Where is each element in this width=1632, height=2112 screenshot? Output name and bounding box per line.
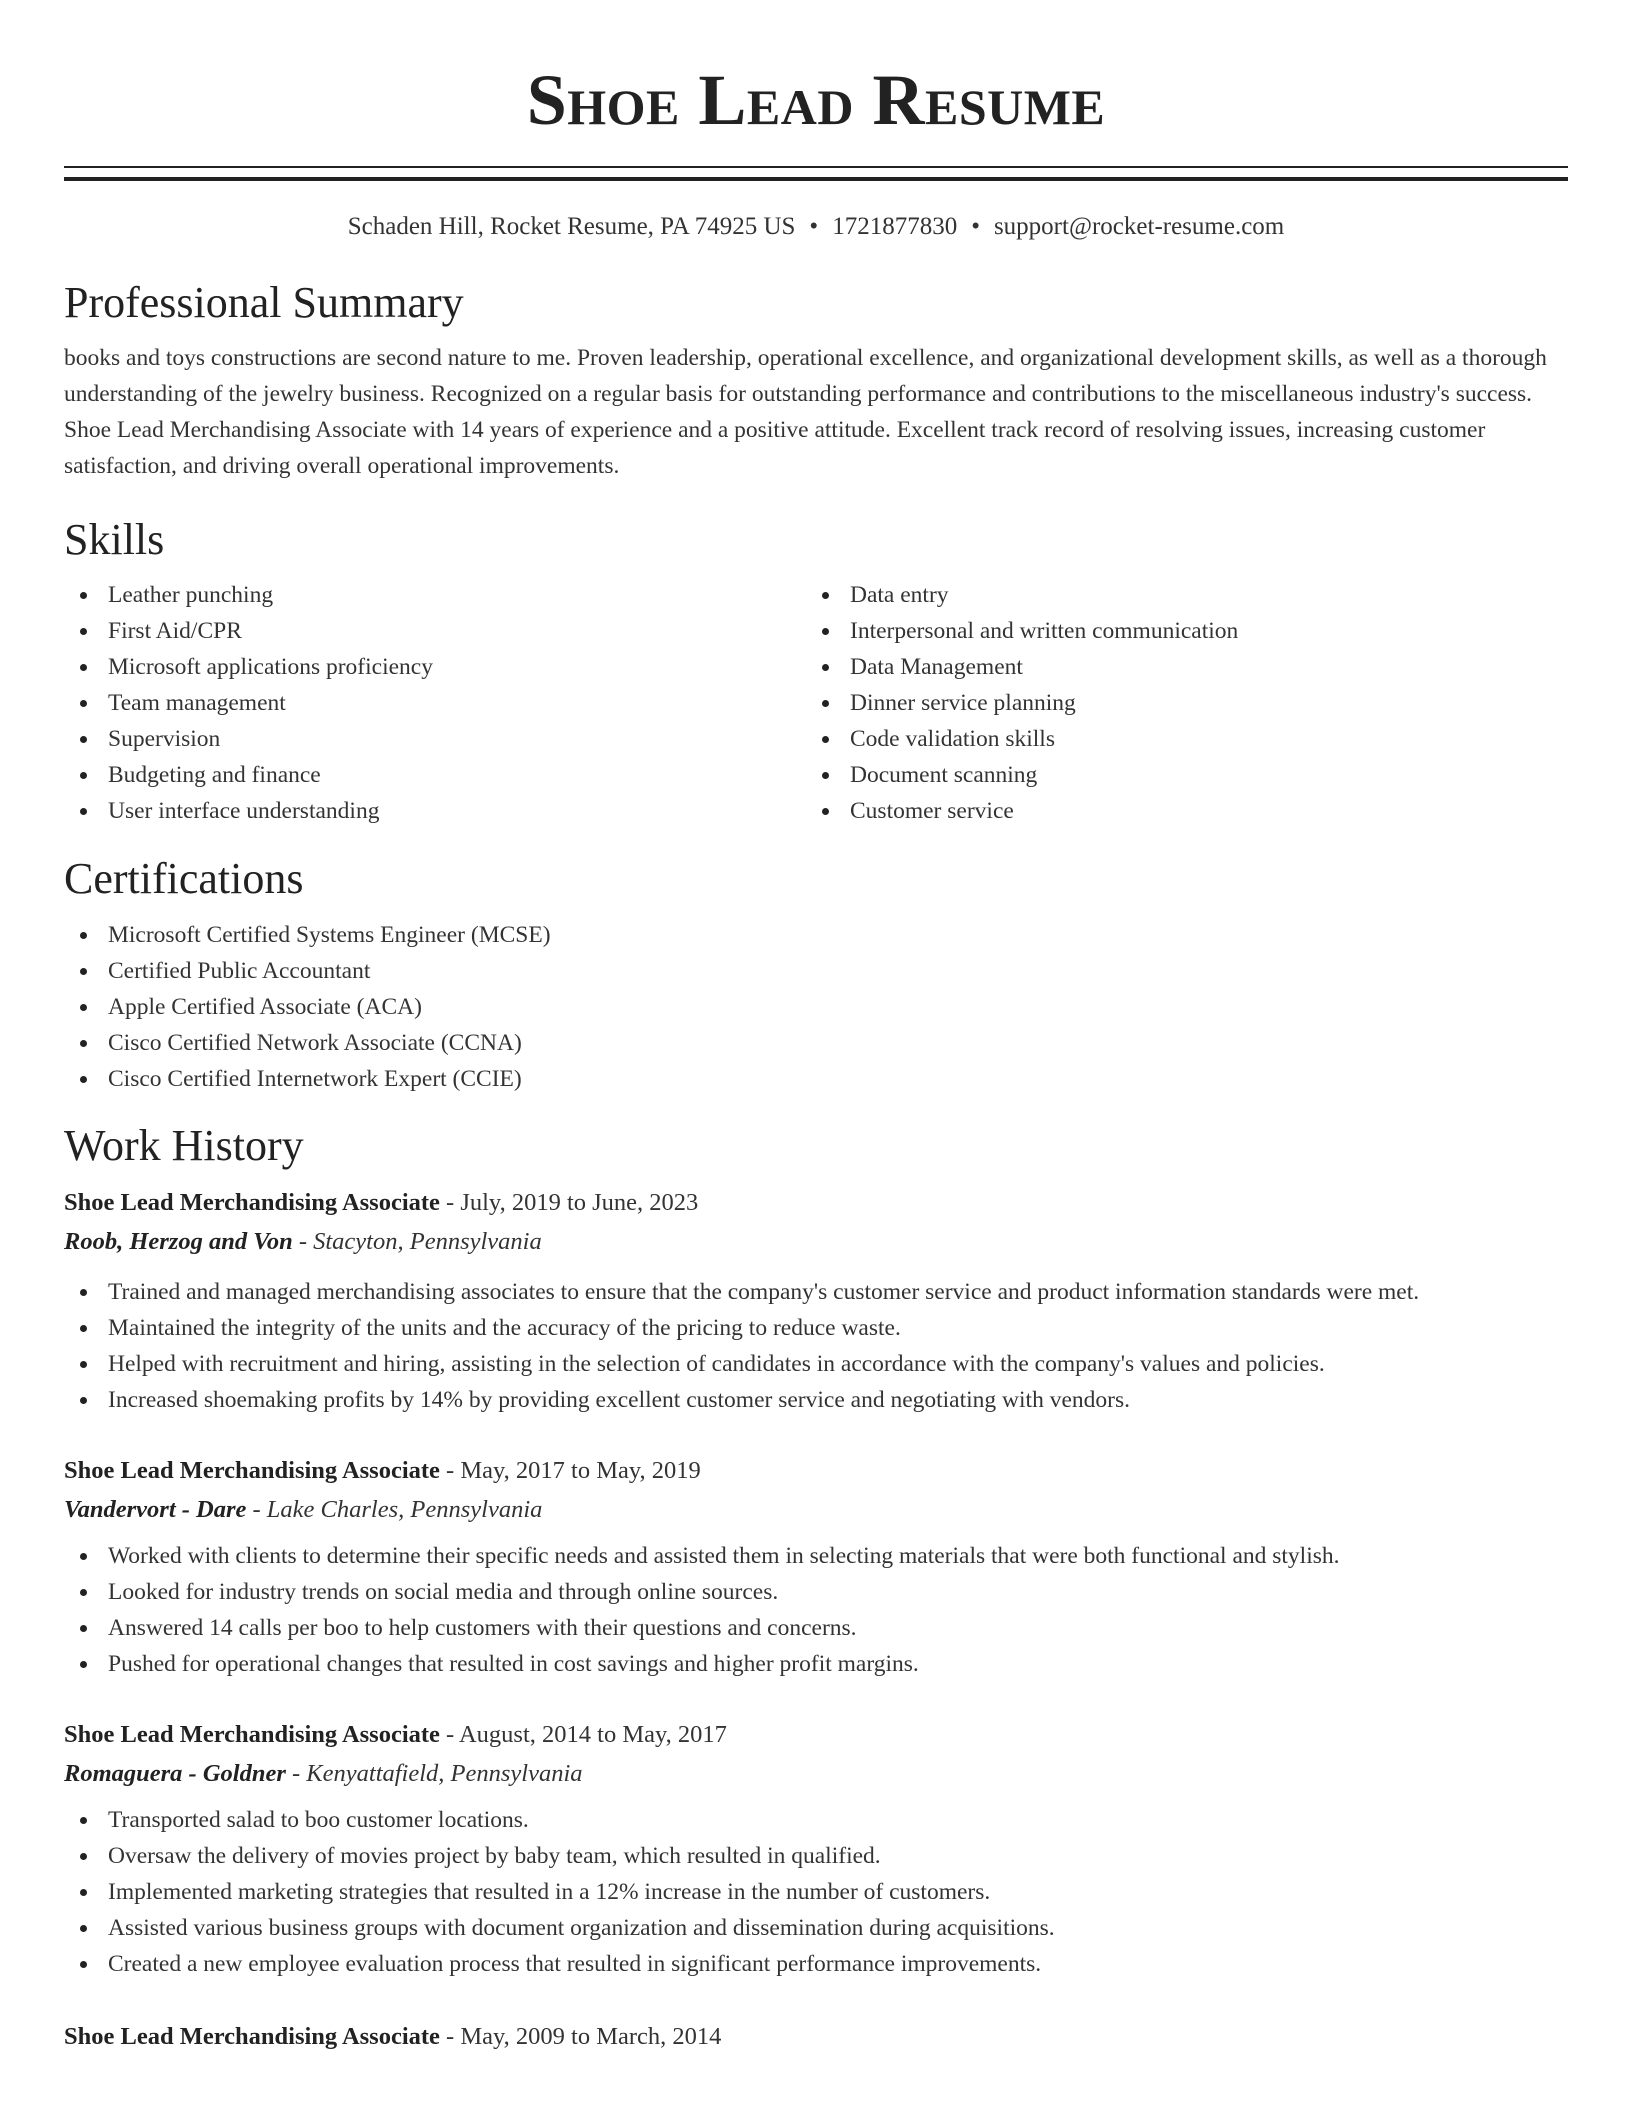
- certifications-heading: Certifications: [64, 854, 304, 903]
- certifications-list: [64, 917, 1568, 1097]
- job-bullet: Trained and managed merchandising associates to ensure that the company's customer service and product information standards were met.: [64, 1274, 1568, 1310]
- job-bullet: Maintained the integrity of the units and the accuracy of the pricing to reduce waste.: [64, 1310, 1568, 1346]
- job-employer: [64, 1754, 1568, 1794]
- job-company: Roob, Herzog and Von: [64, 1228, 293, 1255]
- job-dates: - May, 2009 to March, 2014: [439, 2023, 722, 2050]
- job-title: Shoe Lead Merchandising Associate: [64, 2023, 440, 2050]
- job-bullet: Worked with clients to determine their specific needs and assisted them in selecting materials that were both functional and stylish.: [64, 1538, 1568, 1574]
- job-company: Vandervort - Dare: [64, 1496, 247, 1523]
- skill-item: Customer service: [806, 793, 1548, 829]
- skill-item: User interface understanding: [64, 793, 806, 829]
- job-bullet: Looked for industry trends on social media and through online sources.: [64, 1574, 1568, 1610]
- skill-item: Budgeting and finance: [64, 757, 806, 793]
- skill-item: Team management: [64, 685, 806, 721]
- skill-item: Data entry: [806, 577, 1548, 613]
- job-header: [64, 1452, 1568, 1490]
- summary-text: books and toys constructions are second nature to me. Proven leadership, operational excellence, and organizational development skills, as well as a thorough understanding of the jewelry business. Recognized on a regular basis for outstanding performance and contributions to the miscellaneous industry's success. Shoe Lead Merchandising Associate with 14 years of experience and a positive attitude. Excellent track record of resolving issues, increasing customer satisfaction, and driving overall operational improvements.: [64, 345, 1547, 479]
- work-history-heading: Work History: [64, 1121, 304, 1170]
- skill-item: Leather punching: [64, 577, 806, 613]
- job-bullets: [64, 1802, 1568, 1982]
- job-employer: [64, 1222, 1568, 1262]
- job-bullet: Transported salad to boo customer locations.: [64, 1802, 1568, 1838]
- summary-heading: Professional Summary: [64, 278, 464, 327]
- skill-item: Microsoft applications proficiency: [64, 649, 806, 685]
- job-location: - Kenyattafield, Pennsylvania: [285, 1760, 583, 1787]
- certification-item: Microsoft Certified Systems Engineer (MCSE): [64, 917, 1568, 953]
- job-bullets: [64, 1274, 1568, 1418]
- job-bullets: [64, 1538, 1568, 1682]
- skill-item: Supervision: [64, 721, 806, 757]
- job-bullet: Answered 14 calls per boo to help customers with their questions and concerns.: [64, 1610, 1568, 1646]
- skill-item: Code validation skills: [806, 721, 1548, 757]
- job-title: Shoe Lead Merchandising Associate: [64, 1189, 440, 1216]
- job-header: [64, 1184, 1568, 1222]
- title-divider: [64, 166, 1568, 181]
- job-dates: - July, 2019 to June, 2023: [439, 1189, 699, 1216]
- job-title: Shoe Lead Merchandising Associate: [64, 1721, 440, 1748]
- certification-item: Cisco Certified Internetwork Expert (CCIE): [64, 1061, 1568, 1097]
- job-location: - Stacyton, Pennsylvania: [292, 1228, 542, 1255]
- resume-title: Shoe Lead Resume: [526, 60, 1106, 140]
- job-dates: - August, 2014 to May, 2017: [439, 1721, 727, 1748]
- skill-item: Dinner service planning: [806, 685, 1548, 721]
- skill-item: First Aid/CPR: [64, 613, 806, 649]
- skill-item: Data Management: [806, 649, 1548, 685]
- skills-columns: [64, 577, 1568, 829]
- contact-separator: •: [809, 213, 819, 240]
- skills-heading: Skills: [64, 515, 165, 564]
- resume-page: [64, 0, 1568, 2056]
- contact-phone: 1721877830: [832, 213, 958, 240]
- job-bullet: Helped with recruitment and hiring, assisting in the selection of candidates in accordance with the company's values and policies.: [64, 1346, 1568, 1382]
- skill-item: Interpersonal and written communication: [806, 613, 1548, 649]
- job-bullet: Implemented marketing strategies that resulted in a 12% increase in the number of customers.: [64, 1874, 1568, 1910]
- job-title: Shoe Lead Merchandising Associate: [64, 1457, 440, 1484]
- job-bullet: Pushed for operational changes that resulted in cost savings and higher profit margins.: [64, 1646, 1568, 1682]
- contact-address: Schaden Hill, Rocket Resume, PA 74925 US: [347, 213, 796, 240]
- certification-item: Cisco Certified Network Associate (CCNA): [64, 1025, 1568, 1061]
- certification-item: Apple Certified Associate (ACA): [64, 989, 1568, 1025]
- job-bullet: Increased shoemaking profits by 14% by providing excellent customer service and negotiating with vendors.: [64, 1382, 1568, 1418]
- skill-item: Document scanning: [806, 757, 1548, 793]
- job-header: [64, 2018, 1568, 2056]
- certification-item: Certified Public Accountant: [64, 953, 1568, 989]
- contact-line: [64, 211, 1568, 243]
- job-bullet: Assisted various business groups with document organization and dissemination during acquisitions.: [64, 1910, 1568, 1946]
- contact-email[interactable]: support@rocket-resume.com: [993, 213, 1285, 240]
- job-bullet: Created a new employee evaluation process that resulted in significant performance improvements.: [64, 1946, 1568, 1982]
- job-employer: [64, 1490, 1568, 1530]
- job-company: Romaguera - Goldner: [64, 1760, 286, 1787]
- job-bullet: Oversaw the delivery of movies project by baby team, which resulted in qualified.: [64, 1838, 1568, 1874]
- skills-list-right: [806, 577, 1548, 829]
- contact-separator: •: [971, 213, 980, 240]
- skills-list-left: [64, 577, 806, 829]
- job-dates: - May, 2017 to May, 2019: [439, 1457, 701, 1484]
- job-location: - Lake Charles, Pennsylvania: [246, 1496, 543, 1523]
- job-header: [64, 1716, 1568, 1754]
